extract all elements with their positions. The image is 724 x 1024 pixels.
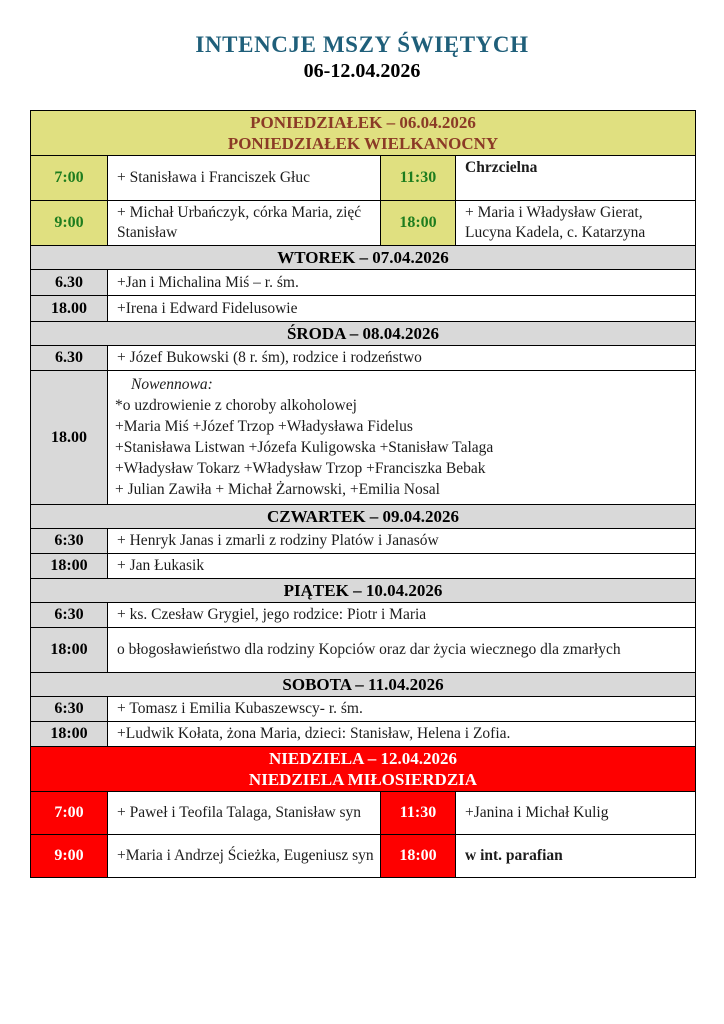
- mass-time: 9:00: [31, 835, 107, 877]
- novena-line: + Julian Zawiła + Michał Żarnowski, +Emilia Nosal: [115, 481, 440, 498]
- novena-intentions: [108, 371, 695, 504]
- thursday-header-row: [31, 505, 695, 528]
- mass-intention: +Jan i Michalina Miś – r. śm.: [108, 270, 695, 295]
- mass-intention: + Józef Bukowski (8 r. śm), rodzice i rodzeństwo: [108, 346, 695, 370]
- sunday-row-2: [31, 835, 695, 877]
- mass-time: 18.00: [31, 296, 107, 321]
- monday-header-row: [31, 111, 695, 155]
- mass-intention: +Ludwik Kołata, żona Maria, dzieci: Stanisław, Helena i Zofia.: [108, 722, 695, 746]
- tuesday-row-1: [31, 270, 695, 295]
- sunday-row-1: [31, 792, 695, 834]
- mass-time: 18:00: [381, 201, 455, 245]
- mass-intention: + Henryk Janas i zmarli z rodziny Platów i Janasów: [108, 529, 695, 553]
- sunday-header: [31, 747, 695, 791]
- saturday-header-row: [31, 673, 695, 696]
- mass-intention: w int. parafian: [456, 835, 695, 877]
- mass-time: 6.30: [31, 346, 107, 370]
- thursday-header: CZWARTEK – 09.04.2026: [31, 505, 695, 528]
- novena-label: Nowennowa:: [131, 376, 213, 393]
- mass-time: 11:30: [381, 792, 455, 834]
- saturday-row-1: [31, 697, 695, 721]
- mass-time: 18.00: [31, 371, 107, 504]
- novena-line: *o uzdrowienie z choroby alkoholowej: [115, 397, 357, 414]
- friday-row-1: [31, 603, 695, 627]
- sunday-header-line1: NIEDZIELA – 12.04.2026: [269, 749, 457, 768]
- wednesday-novena-row: [31, 371, 695, 504]
- mass-intention: + Jan Łukasik: [108, 554, 695, 578]
- mass-intention: + Michał Urbańczyk, córka Maria, zięć Stanisław: [108, 201, 380, 245]
- mass-time: 7:00: [31, 156, 107, 200]
- mass-intention: +Irena i Edward Fidelusowie: [108, 296, 695, 321]
- monday-header-line1: PONIEDZIAŁEK – 06.04.2026: [250, 113, 476, 132]
- friday-row-2: [31, 628, 695, 672]
- page-title: INTENCJE MSZY ŚWIĘTYCH: [195, 32, 529, 57]
- mass-time: 6:30: [31, 603, 107, 627]
- mass-time: 7:00: [31, 792, 107, 834]
- monday-header-line2: PONIEDZIAŁEK WIELKANOCNY: [227, 134, 499, 153]
- tuesday-header: WTOREK – 07.04.2026: [31, 246, 695, 269]
- mass-intention: + Maria i Władysław Gierat, Lucyna Kadela, c. Katarzyna: [456, 201, 695, 245]
- mass-intention: + Paweł i Teofila Talaga, Stanisław syn: [108, 792, 380, 834]
- novena-line: +Maria Miś +Józef Trzop +Władysława Fidelus: [115, 418, 413, 435]
- mass-time: 6:30: [31, 697, 107, 721]
- thursday-row-1: [31, 529, 695, 553]
- sunday-header-line2: NIEDZIELA MIŁOSIERDZIA: [248, 770, 478, 789]
- mass-intention: +Maria i Andrzej Ścieżka, Eugeniusz syn: [108, 835, 380, 877]
- mass-time: 6.30: [31, 270, 107, 295]
- wednesday-header-row: [31, 322, 695, 345]
- friday-header: PIĄTEK – 10.04.2026: [31, 579, 695, 602]
- mass-time: 18:00: [31, 722, 107, 746]
- mass-intention: +Janina i Michał Kulig: [456, 792, 695, 834]
- page-date-range: 06-12.04.2026: [303, 60, 421, 82]
- mass-intention: Chrzcielna: [456, 156, 695, 200]
- mass-intentions-table: [30, 110, 696, 878]
- monday-row-1: [31, 156, 695, 200]
- mass-intention: + ks. Czesław Grygiel, jego rodzice: Piotr i Maria: [108, 603, 695, 627]
- monday-row-2: [31, 201, 695, 245]
- saturday-header: SOBOTA – 11.04.2026: [31, 673, 695, 696]
- mass-intention: + Tomasz i Emilia Kubaszewscy- r. śm.: [108, 697, 695, 721]
- mass-time: 18:00: [31, 554, 107, 578]
- wednesday-header: ŚRODA – 08.04.2026: [31, 322, 695, 345]
- friday-header-row: [31, 579, 695, 602]
- mass-time: 6:30: [31, 529, 107, 553]
- novena-line: +Stanisława Listwan +Józefa Kuligowska +Stanisław Talaga: [115, 439, 494, 456]
- saturday-row-2: [31, 722, 695, 746]
- thursday-row-2: [31, 554, 695, 578]
- mass-time: 9:00: [31, 201, 107, 245]
- mass-time: 11:30: [381, 156, 455, 200]
- sunday-header-row: [31, 747, 695, 791]
- tuesday-header-row: [31, 246, 695, 269]
- mass-intention: o błogosławieństwo dla rodziny Kopciów oraz dar życia wiecznego dla zmarłych: [108, 628, 695, 672]
- mass-time: 18:00: [31, 628, 107, 672]
- tuesday-row-2: [31, 296, 695, 321]
- wednesday-row-1: [31, 346, 695, 370]
- mass-intention: + Stanisława i Franciszek Głuc: [108, 156, 380, 200]
- novena-line: +Władysław Tokarz +Władysław Trzop +Franciszka Bebak: [115, 460, 486, 477]
- monday-header: [31, 111, 695, 155]
- mass-time: 18:00: [381, 835, 455, 877]
